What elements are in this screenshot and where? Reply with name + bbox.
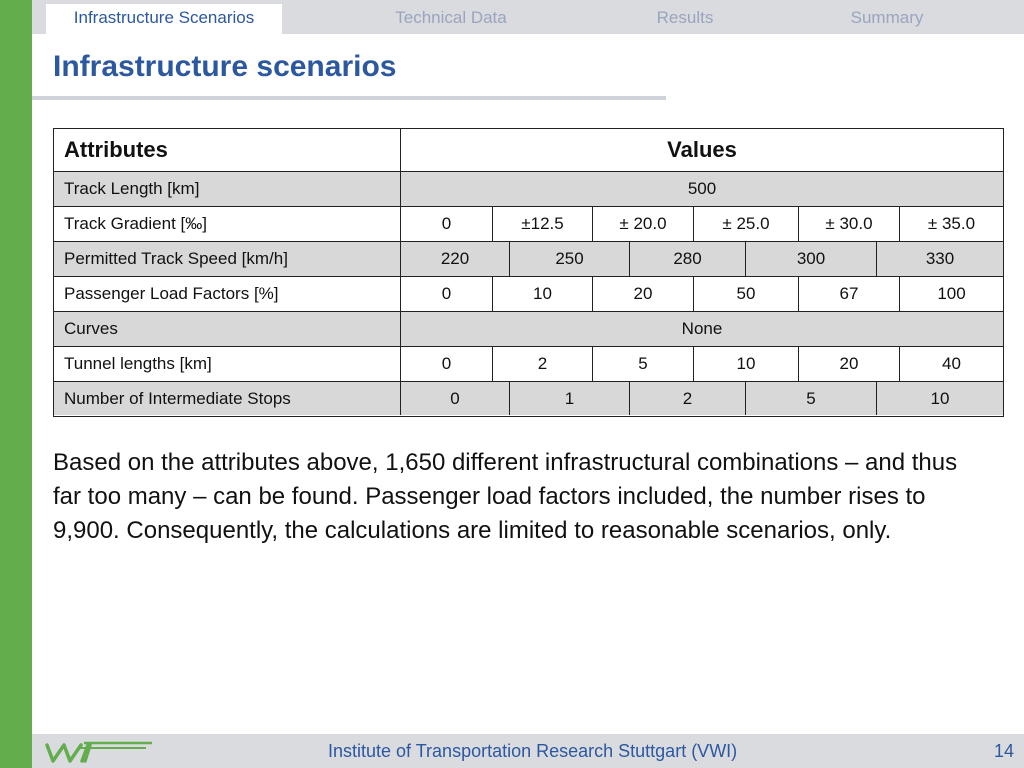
value-cell: 10	[876, 382, 1003, 415]
header-attributes: Attributes	[64, 137, 168, 162]
value-cell: ± 25.0	[693, 207, 798, 241]
title-divider	[32, 96, 666, 100]
value-cell: 0	[400, 382, 509, 415]
row-label: Number of Intermediate Stops	[64, 388, 291, 408]
value-cell: 500	[400, 172, 1003, 206]
table-row	[54, 276, 1003, 311]
left-accent-bar	[0, 0, 32, 768]
tab-infrastructure-scenarios[interactable]: Infrastructure Scenarios	[46, 4, 282, 34]
table-header-row	[54, 129, 1003, 171]
value-cell: 20	[798, 347, 899, 381]
table-row	[54, 241, 1003, 276]
value-cell: 330	[876, 242, 1003, 276]
value-cell: 280	[629, 242, 745, 276]
value-cell: 0	[400, 277, 492, 311]
table-row	[54, 346, 1003, 381]
vwi-logo	[44, 737, 154, 765]
value-cell: ±12.5	[492, 207, 592, 241]
tab-summary[interactable]: Summary	[850, 8, 924, 27]
row-label: Passenger Load Factors [%]	[64, 284, 279, 303]
value-cell: 0	[400, 347, 492, 381]
value-cell: 300	[745, 242, 876, 276]
header-values: Values	[400, 129, 1003, 171]
page-title: Infrastructure scenarios	[53, 50, 397, 83]
value-cell: 220	[400, 242, 509, 276]
value-cell: 5	[592, 347, 693, 381]
value-cell: 1	[509, 382, 629, 415]
footer-bar	[32, 734, 1024, 768]
value-cell: 2	[492, 347, 592, 381]
tab-technical-data[interactable]: Technical Data	[395, 8, 507, 27]
value-cell: 10	[492, 277, 592, 311]
attributes-table	[53, 128, 1004, 417]
table-row	[54, 381, 1003, 415]
value-cell: 10	[693, 347, 798, 381]
value-cell: 100	[899, 277, 1003, 311]
row-label: Track Gradient [‰]	[64, 214, 207, 233]
value-cell: 67	[798, 277, 899, 311]
summary-paragraph: Based on the attributes above, 1,650 different infrastructural combinations – and thus far too many – can be found. Passenger load factors included, the number rises to 9,900. Consequently, the calculations are limited to reasonable scenarios, only.	[53, 449, 958, 544]
row-label: Track Length [km]	[64, 179, 200, 198]
row-label: Tunnel lengths [km]	[64, 354, 212, 373]
value-cell: 40	[899, 347, 1003, 381]
institute-name: Institute of Transportation Research Stuttgart (VWI)	[328, 741, 738, 761]
value-cell: 0	[400, 207, 492, 241]
table-row	[54, 311, 1003, 346]
value-cell: None	[400, 312, 1003, 346]
value-cell: ± 20.0	[592, 207, 693, 241]
value-cell: 50	[693, 277, 798, 311]
value-cell: ± 30.0	[798, 207, 899, 241]
section-nav	[32, 0, 1024, 34]
value-cell: 20	[592, 277, 693, 311]
value-cell: ± 35.0	[899, 207, 1003, 241]
tab-results[interactable]: Results	[656, 8, 714, 27]
value-cell: 250	[509, 242, 629, 276]
row-label: Curves	[64, 319, 118, 338]
page-number: 14	[993, 741, 1014, 761]
row-label: Permitted Track Speed [km/h]	[64, 249, 288, 268]
value-cell: 2	[629, 382, 745, 415]
table-row	[54, 171, 1003, 206]
table-row	[54, 206, 1003, 241]
value-cell: 5	[745, 382, 876, 415]
